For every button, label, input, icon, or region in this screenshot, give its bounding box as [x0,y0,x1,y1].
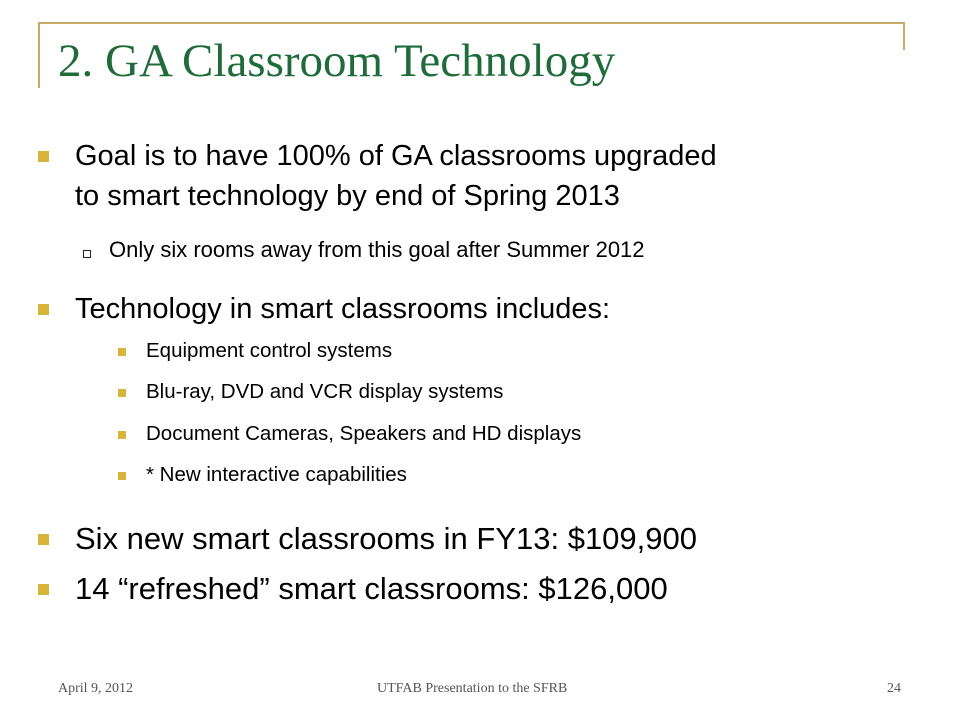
bullet-square-icon [38,151,49,162]
bullet-square-small-icon [118,348,126,356]
top-rule [40,22,905,24]
goal-subpoint: Only six rooms away from this goal after Summer 2012 [109,237,645,262]
tech-item: Equipment control systems [146,339,393,362]
goal-text-line1: Goal is to have 100% of GA classrooms upgraded [75,140,717,172]
footer-date: April 9, 2012 [58,681,134,696]
bullet-square-small-icon [118,431,126,439]
refreshed-classrooms: 14 “refreshed” smart classrooms: $126,000 [75,571,668,606]
right-rule [903,22,905,50]
hollow-square-icon [83,250,91,258]
bullet-square-icon [38,534,49,545]
bullet-square-icon [38,584,49,595]
bullet-square-small-icon [118,389,126,397]
bullet-square-icon [38,304,49,315]
footer-center-text: UTFAB Presentation to the SFRB [377,681,568,696]
goal-text-line2: to smart technology by end of Spring 2013 [75,180,620,212]
six-new-classrooms: Six new smart classrooms in FY13: $109,900 [75,521,697,556]
tech-item: * New interactive capabilities [146,463,407,486]
page-number: 24 [887,681,901,696]
left-rule [38,22,40,88]
slide-title: 2. GA Classroom Technology [58,35,616,87]
tech-heading: Technology in smart classrooms includes: [75,293,611,325]
bullet-square-small-icon [118,472,126,480]
tech-item: Blu-ray, DVD and VCR display systems [146,380,504,403]
tech-item: Document Cameras, Speakers and HD displays [146,422,582,445]
